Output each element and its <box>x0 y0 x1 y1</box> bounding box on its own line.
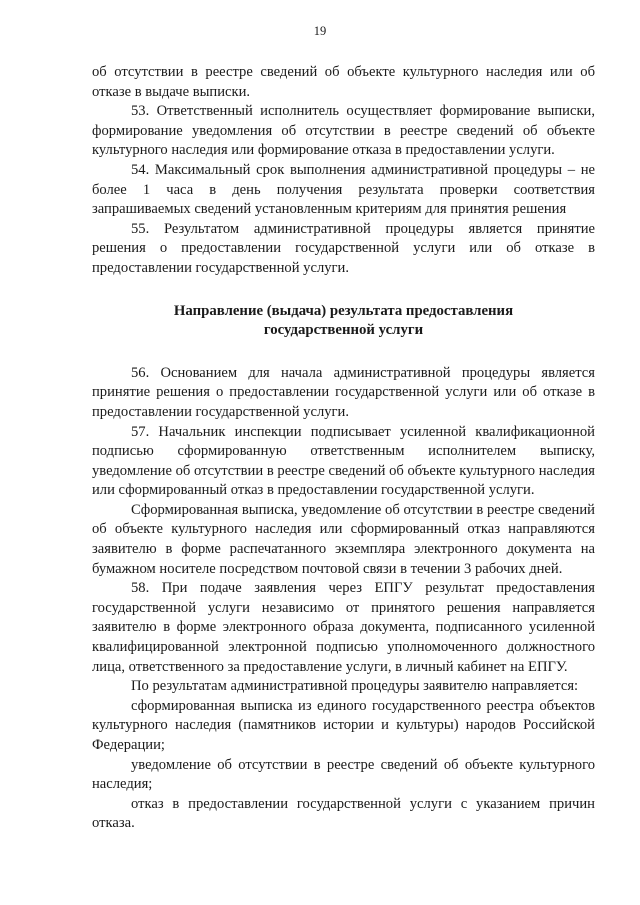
paragraph-58: 58. При подаче заявления через ЕПГУ результат предоставления государственной услуги независимо от принятого решения направляется заявителю в форме электронного образа документа, подписанного усиленной квалифицированной электронной подписью уполномоченного должностного лица, ответственного за предоставление услуги, в личный кабинет на ЕПГУ. <box>92 580 595 675</box>
paragraph-55: 55. Результатом административной процедуры является принятие решения о предоставлении государственной услуги или об отказе в предоставлении государственной услуги. <box>92 220 595 276</box>
list-item: сформированная выписка из единого государственного реестра объектов культурного наследия (памятников истории и культуры) народов Российской Федерации; <box>92 697 595 753</box>
paragraph-delivery: Сформированная выписка, уведомление об отсутствии в реестре сведений об объекте культурного наследия или сформированный отказ направляются заявителю в форме распечатанного экземпляра электронного документа на бумажном носителе посредством почтовой связи в течении 3 рабочих дней. <box>92 501 595 577</box>
list-item: уведомление об отсутствии в реестре сведений об объекте культурного наследия; <box>92 756 595 793</box>
paragraph-57: 57. Начальник инспекции подписывает усиленной квалификационной подписью сформированную ответственным исполнителем выписку, уведомление об отсутствии в реестре сведений об объекте культурного наследия или сформированный отказ в предоставлении государственной услуги. <box>92 423 595 499</box>
paragraph-continuation: об отсутствии в реестре сведений об объекте культурного наследия или об отказе в выдаче выписки. <box>92 64 595 100</box>
document-body <box>92 63 595 834</box>
list-item: отказ в предоставлении государственной услуги с указанием причин отказа. <box>92 795 595 832</box>
paragraph-53: 53. Ответственный исполнитель осуществляет формирование выписки, формирование уведомления об отсутствии в реестре сведений об объекте культурного наследия или формирование отказа в предоставлении услуги. <box>92 103 595 159</box>
paragraph-results-intro: По результатам административной процедуры заявителю направляется: <box>131 678 579 695</box>
section-heading: Направление (выдача) результата предоставления государственной услуги <box>173 302 514 339</box>
paragraph-56: 56. Основанием для начала административной процедуры является принятие решения о предоставлении государственной услуги или об отказе в предоставлении государственной услуги. <box>92 364 595 420</box>
paragraph-54: 54. Максимальный срок выполнения административной процедуры – не более 1 часа в день получения результата проверки соответствия запрашиваемых сведений установленным критериям для принятия решения <box>92 161 595 218</box>
page-number: 19 <box>313 24 327 38</box>
